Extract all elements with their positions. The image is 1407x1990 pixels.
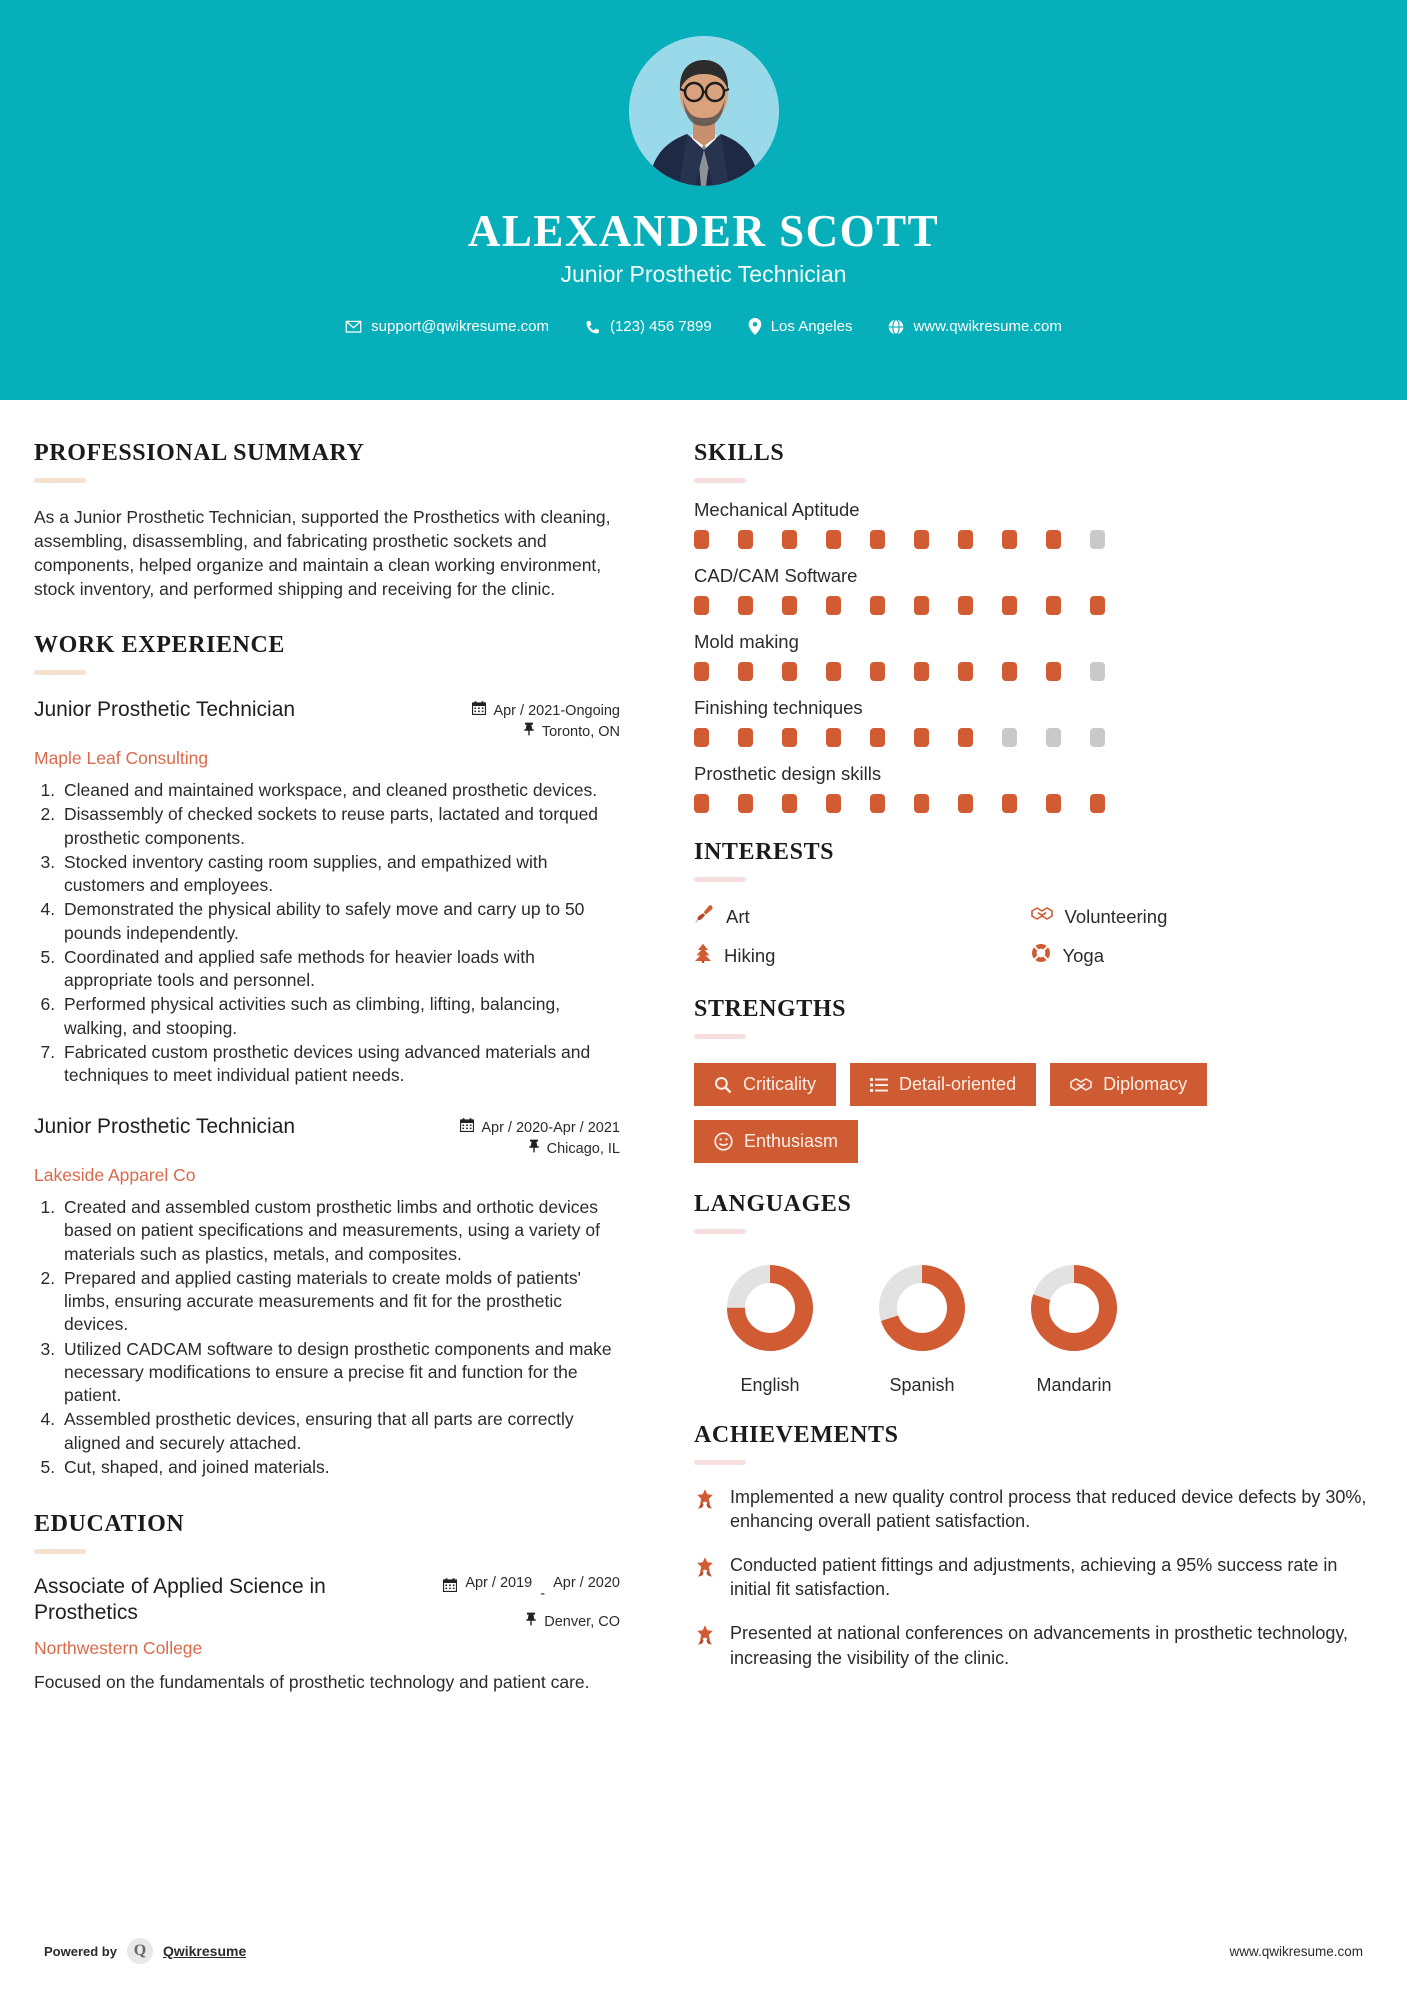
skill-square-filled (958, 728, 973, 747)
skill-label: CAD/CAM Software (694, 565, 858, 586)
envelope-icon (345, 318, 362, 335)
skill-square-filled (826, 662, 841, 681)
list-item: 4. Assembled prosthetic devices, ensuring that all parts are correctly aligned and securely attached. (60, 1408, 620, 1455)
interest-item (1031, 943, 1368, 968)
achievement-text: Implemented a new quality control process that reduced device defects by 30%, enhancing overall patient satisfaction. (730, 1487, 1367, 1532)
pushpin-icon (528, 1139, 540, 1161)
contact-website[interactable] (870, 318, 1079, 335)
section-title-strengths: STRENGTHS (694, 996, 847, 1022)
pushpin-icon (525, 1612, 537, 1634)
job-meta (440, 697, 620, 745)
powered-by-block (44, 1938, 246, 1964)
skill-square-filled (914, 530, 929, 549)
strength-label: Enthusiasm (744, 1131, 839, 1151)
languages-list (694, 1260, 1367, 1396)
list-item: 5. Coordinated and applied safe methods for heavier loads with appropriate tools and personnel. (60, 946, 620, 993)
language-donut (1026, 1260, 1122, 1361)
education-entry (34, 1574, 620, 1694)
skill-square-empty (1090, 530, 1105, 549)
skill-square-filled (694, 662, 709, 681)
strength-label: Diplomacy (1103, 1074, 1188, 1094)
smiley-icon (714, 1132, 733, 1151)
contact-email[interactable] (327, 318, 567, 335)
skill-rating (694, 596, 1367, 615)
list-item: 7. Fabricated custom prosthetic devices using advanced materials and techniques to meet individual patient needs. (60, 1041, 620, 1088)
section-rule (694, 478, 746, 483)
skill-square-filled (870, 728, 885, 747)
skill-rating (694, 794, 1367, 813)
education-degree: Associate of Applied Science in Prosthetics (34, 1575, 326, 1624)
skill-square-empty (1002, 728, 1017, 747)
interest-item (1031, 904, 1368, 929)
left-column (0, 400, 660, 1694)
skill-label: Mechanical Aptitude (694, 499, 860, 520)
skill-square-filled (870, 662, 885, 681)
language-item (998, 1260, 1150, 1396)
education-date-end: Apr / 2020 (553, 1575, 620, 1592)
education-description: Focused on the fundamentals of prosthetic technology and patient care. (34, 1671, 590, 1692)
contact-location (730, 318, 871, 335)
education-location: Denver, CO (544, 1614, 620, 1631)
contact-phone-text: (123) 456 7899 (609, 318, 712, 336)
skill-label: Prosthetic design skills (694, 763, 882, 784)
globe-icon (888, 319, 904, 335)
skill-square-filled (1046, 794, 1061, 813)
job-company: Lakeside Apparel Co (34, 1165, 196, 1186)
skill-square-filled (958, 596, 973, 615)
tree-icon (694, 943, 712, 968)
education-school: Northwestern College (34, 1637, 203, 1658)
skill-square-filled (738, 794, 753, 813)
strength-badge-enthusiasm (694, 1120, 858, 1163)
section-professional-summary (34, 440, 620, 602)
list-item: 1. Created and assembled custom prosthetic limbs and orthotic devices based on patient specifications and measurements, using a variety of materials such as plastics, metals, and composites. (60, 1196, 620, 1266)
education-date-start: Apr / 2019 (465, 1575, 533, 1592)
list-item: 2. Prepared and applied casting materials to create molds of patients' limbs, ensuring accurate measurements and fit for the prosthetic devices. (60, 1267, 620, 1337)
skill-square-filled (738, 662, 753, 681)
interest-label: Volunteering (1064, 905, 1168, 927)
section-title-skills: SKILLS (694, 440, 785, 466)
award-star-icon (694, 1488, 716, 1515)
strength-badge-diplomacy (1050, 1063, 1207, 1106)
job-company: Maple Leaf Consulting (34, 748, 209, 769)
skill-square-filled (1046, 596, 1061, 615)
section-title-work: WORK EXPERIENCE (34, 631, 286, 658)
skill-square-filled (958, 662, 973, 681)
section-rule (694, 1460, 746, 1465)
achievement-text: Presented at national conferences on advancements in prosthetic technology, increasing the visibility of the clinic. (730, 1623, 1349, 1668)
skill-square-filled (1002, 596, 1017, 615)
list-item: 3. Utilized CADCAM software to design prosthetic components and make necessary modifications to ensure a precise fit and function for the patient. (60, 1338, 620, 1408)
section-rule (34, 670, 86, 675)
section-skills (694, 440, 1367, 813)
skill-row (694, 631, 1367, 681)
job-entry (34, 697, 620, 1088)
skill-square-filled (826, 530, 841, 549)
skill-square-filled (1090, 596, 1105, 615)
job-location: Chicago, IL (546, 1141, 620, 1158)
section-education (34, 1511, 620, 1694)
section-rule (34, 478, 86, 483)
skill-square-empty (1090, 662, 1105, 681)
award-star-icon (694, 1624, 716, 1651)
skill-square-filled (782, 530, 797, 549)
language-donut (722, 1260, 818, 1361)
skill-square-filled (1002, 794, 1017, 813)
skill-square-filled (826, 728, 841, 747)
skill-square-filled (738, 530, 753, 549)
contact-phone[interactable] (567, 318, 730, 335)
job-dates: Apr / 2021-Ongoing (493, 702, 620, 719)
language-label: Mandarin (1036, 1375, 1112, 1395)
skill-square-filled (870, 530, 885, 549)
skill-square-filled (694, 530, 709, 549)
resume-body (0, 400, 1407, 1694)
skill-square-filled (782, 794, 797, 813)
skill-square-filled (958, 794, 973, 813)
candidate-role: Junior Prosthetic Technician (560, 261, 847, 288)
strength-badge-criticality (694, 1063, 836, 1106)
resume-header (0, 0, 1407, 400)
skill-square-filled (694, 794, 709, 813)
skill-row (694, 763, 1367, 813)
job-bullets (34, 779, 620, 1087)
skill-square-filled (870, 794, 885, 813)
language-item (846, 1260, 998, 1396)
powered-by-label: Powered by (44, 1943, 117, 1959)
section-rule (694, 877, 746, 882)
contact-email-text: support@qwikresume.com (371, 318, 549, 336)
language-label: Spanish (889, 1375, 955, 1395)
interest-label: Hiking (724, 944, 776, 966)
section-rule (34, 1549, 86, 1554)
section-interests (694, 839, 1367, 968)
section-title-languages: LANGUAGES (694, 1191, 852, 1217)
job-dates-line (440, 1118, 620, 1140)
skill-square-filled (782, 596, 797, 615)
skill-square-filled (826, 794, 841, 813)
job-location-line (440, 1139, 620, 1161)
education-meta (443, 1574, 620, 1634)
list-item: 4. Demonstrated the physical ability to safely move and carry up to 50 pounds independently. (60, 898, 620, 945)
skill-square-filled (694, 596, 709, 615)
right-column (660, 400, 1407, 1694)
section-title-summary: PROFESSIONAL SUMMARY (34, 440, 365, 466)
skill-square-filled (826, 596, 841, 615)
handshake-icon (1070, 1076, 1092, 1094)
footer-url: www.qwikresume.com (1229, 1943, 1363, 1959)
skill-rating (694, 530, 1367, 549)
pushpin-icon (523, 722, 535, 744)
skill-square-filled (914, 596, 929, 615)
handshake-icon (1031, 905, 1053, 928)
skill-row (694, 565, 1367, 615)
interest-item (694, 904, 1031, 929)
section-title-interests: INTERESTS (694, 839, 835, 865)
language-label: English (740, 1375, 800, 1395)
skill-square-filled (914, 662, 929, 681)
summary-text: As a Junior Prosthetic Technician, supported the Prosthetics with cleaning, assembling, disassembling, and fabricating prosthetic sockets and components, helped organize and maintain a clean working environment, stock inventory, and performed shipping and receiving for the clinic. (34, 507, 611, 600)
contact-website-text: www.qwikresume.com (913, 318, 1062, 336)
skill-square-filled (694, 728, 709, 747)
strength-badge-detail-oriented (850, 1063, 1036, 1106)
job-bullets (34, 1196, 620, 1479)
section-strengths (694, 996, 1367, 1163)
job-dates: Apr / 2020-Apr / 2021 (481, 1119, 620, 1136)
search-icon (714, 1076, 732, 1094)
achievement-text: Conducted patient fittings and adjustments, achieving a 95% success rate in initial fit satisfaction. (730, 1555, 1338, 1600)
skill-square-filled (870, 596, 885, 615)
contact-row (327, 318, 1080, 335)
language-item (694, 1260, 846, 1396)
list-item: 2. Disassembly of checked sockets to reuse parts, lactated and torqued prosthetic components. (60, 803, 620, 850)
language-donut (874, 1260, 970, 1361)
job-title: Junior Prosthetic Technician (34, 1114, 296, 1138)
calendar-icon (472, 701, 486, 723)
skill-square-filled (958, 530, 973, 549)
job-meta (440, 1114, 620, 1162)
job-title: Junior Prosthetic Technician (34, 697, 296, 721)
skill-square-filled (1046, 530, 1061, 549)
calendar-icon (443, 1578, 457, 1596)
skill-row (694, 499, 1367, 549)
section-rule (694, 1034, 746, 1039)
skill-square-empty (1046, 728, 1061, 747)
skill-row (694, 697, 1367, 747)
interest-item (694, 943, 1031, 968)
section-achievements (694, 1422, 1367, 1670)
skill-square-filled (1002, 662, 1017, 681)
job-entry (34, 1114, 620, 1480)
job-dates-line (440, 701, 620, 723)
date-separator: - (540, 1586, 546, 1603)
avatar (629, 36, 779, 186)
interest-label: Yoga (1062, 944, 1105, 966)
skill-square-filled (1090, 794, 1105, 813)
contact-location-text: Los Angeles (770, 318, 853, 336)
footer (0, 1938, 1407, 1990)
skill-square-filled (782, 662, 797, 681)
skill-square-filled (914, 794, 929, 813)
skill-square-filled (782, 728, 797, 747)
paintbrush-icon (694, 904, 714, 929)
interests-grid (694, 904, 1367, 968)
job-location-line (440, 722, 620, 744)
skill-label: Mold making (694, 631, 799, 652)
qwikresume-brand-link[interactable]: Qwikresume (162, 1943, 247, 1959)
skill-square-filled (738, 596, 753, 615)
skill-label: Finishing techniques (694, 697, 863, 718)
skill-rating (694, 662, 1367, 681)
list-item: 5. Cut, shaped, and joined materials. (60, 1456, 620, 1479)
list-icon (870, 1077, 888, 1093)
list-item: 1. Cleaned and maintained workspace, and cleaned prosthetic devices. (60, 779, 620, 802)
skill-rating (694, 728, 1367, 747)
strength-label: Detail-oriented (899, 1074, 1017, 1094)
location-pin-icon (748, 318, 762, 335)
section-title-achievements: ACHIEVEMENTS (694, 1422, 899, 1448)
achievement-item (694, 1621, 1367, 1669)
candidate-name: ALEXANDER SCOTT (467, 206, 940, 256)
qwikresume-logo-icon (127, 1938, 153, 1964)
interest-label: Art (726, 905, 750, 927)
section-work-experience (34, 632, 620, 1480)
award-star-icon (694, 1556, 716, 1583)
avatar-photo (629, 36, 779, 186)
section-rule (694, 1229, 746, 1234)
achievement-item (694, 1553, 1367, 1601)
calendar-icon (460, 1118, 474, 1140)
section-languages (694, 1191, 1367, 1396)
skill-square-filled (738, 728, 753, 747)
list-item: 6. Performed physical activities such as climbing, lifting, balancing, walking, and stooping. (60, 993, 620, 1040)
skill-square-empty (1090, 728, 1105, 747)
skill-square-filled (1046, 662, 1061, 681)
list-item: 3. Stocked inventory casting room supplies, and empathized with customers and employees. (60, 851, 620, 898)
logo-mark: Q (133, 1942, 147, 1959)
strength-label: Criticality (743, 1074, 817, 1094)
education-dates (443, 1574, 620, 1602)
education-location-line (443, 1612, 620, 1634)
section-title-education: EDUCATION (34, 1511, 185, 1538)
achievement-item (694, 1485, 1367, 1533)
lifebuoy-icon (1031, 943, 1051, 968)
phone-icon (585, 319, 601, 335)
skill-square-filled (914, 728, 929, 747)
skill-square-filled (1002, 530, 1017, 549)
job-location: Toronto, ON (541, 724, 620, 741)
strengths-list (694, 1063, 1367, 1163)
